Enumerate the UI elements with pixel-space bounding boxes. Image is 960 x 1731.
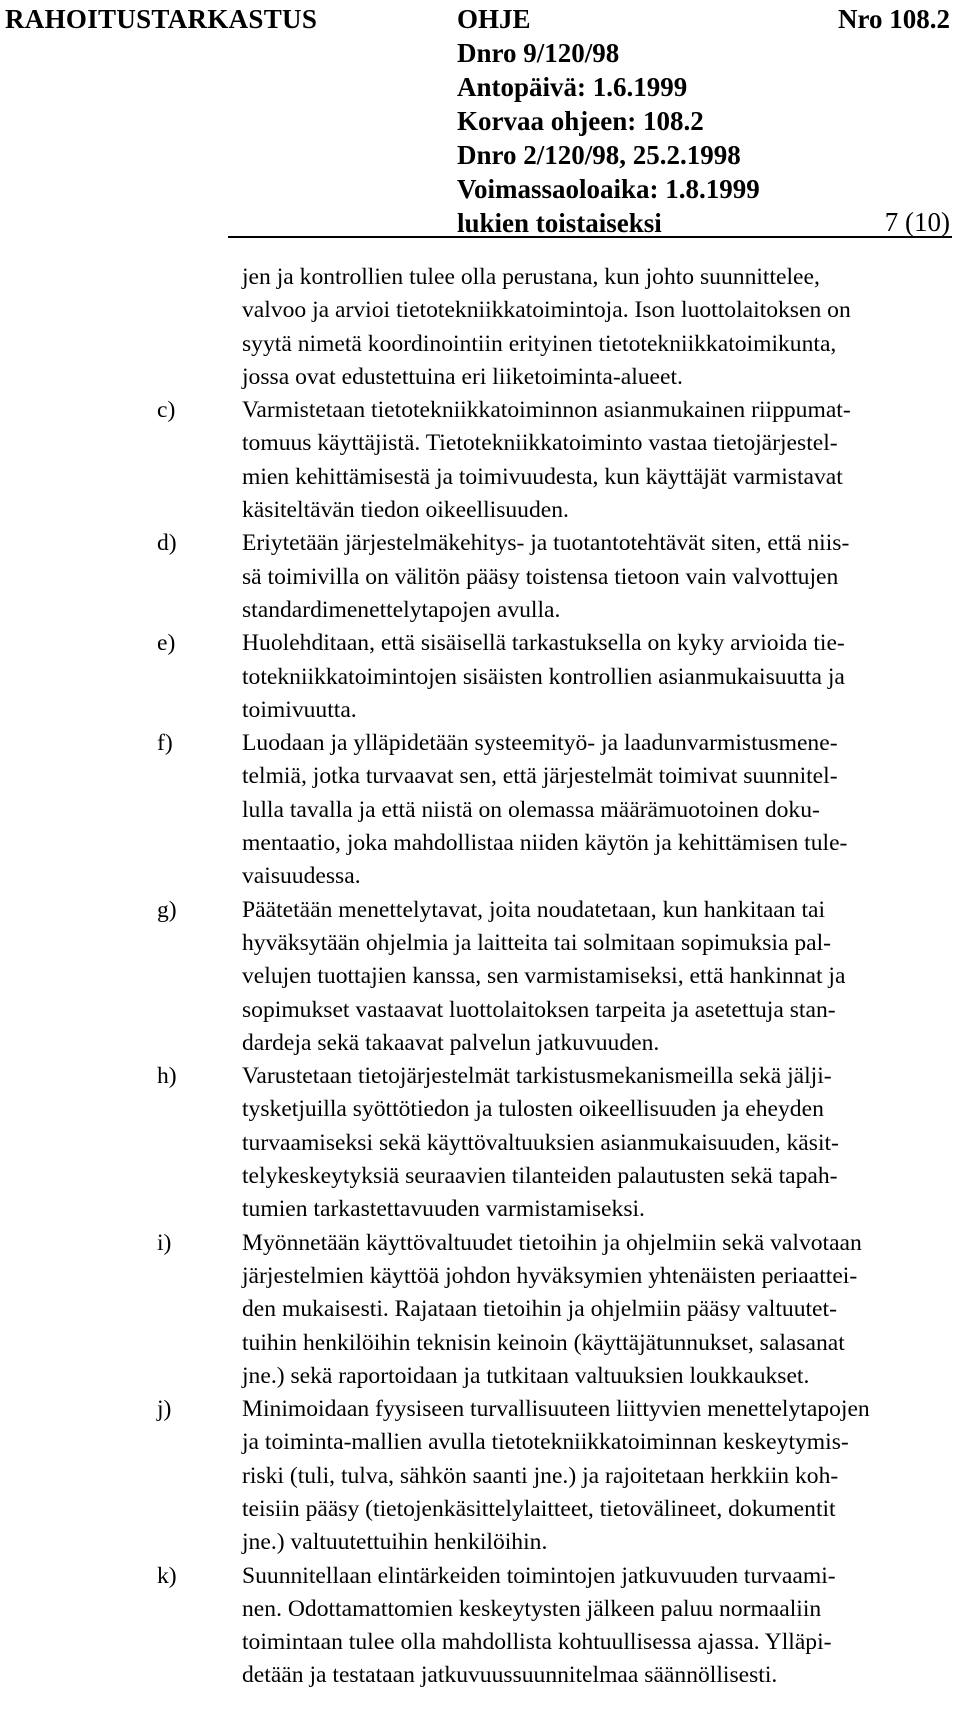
document-type: OHJE <box>457 4 531 34</box>
text-line: toimintaan tulee olla mahdollista kohtuullisessa ajassa. Ylläpi- <box>242 1629 832 1656</box>
list-item <box>0 394 917 527</box>
text-line: tomuus käyttäjistä. Tietotekniikkatoiminto vastaa tietojärjestel- <box>242 430 838 457</box>
list-item-text <box>242 1227 917 1393</box>
meta-line: lukien toistaiseksi <box>457 208 662 238</box>
list-item-letter: j) <box>157 1396 172 1423</box>
list-item-letter: c) <box>157 397 176 424</box>
list-item-text <box>242 627 917 727</box>
list-item-text <box>242 1393 917 1559</box>
list-item <box>0 1227 917 1393</box>
text-line: Päätetään menettelytavat, joita noudatetaan, kun hankitaan tai <box>242 896 826 923</box>
header-divider <box>228 236 952 238</box>
document-meta <box>457 2 760 240</box>
list-item-text <box>242 394 917 527</box>
list-item-letter: h) <box>157 1063 177 1090</box>
text-line: tuihin henkilöihin teknisin keinoin (käyttäjätunnukset, salasanat <box>242 1329 845 1356</box>
text-line: Luodaan ja ylläpidetään systeemityö- ja laadunvarmistusmene- <box>242 730 838 757</box>
list-item-text <box>242 1060 917 1226</box>
text-line: jen ja kontrollien tulee olla perustana, kun johto suunnittelee, <box>242 264 820 290</box>
text-line: detään ja testataan jatkuvuussuunnitelmaa säännöllisesti. <box>242 1662 778 1689</box>
text-line: telykeskeytyksiä seuraavien tilanteiden palautusten sekä tapah- <box>242 1163 838 1190</box>
page-header <box>0 0 960 238</box>
text-line: sä toimivilla on välitön pääsy toistensa tietoon vain valvottujen <box>242 563 839 590</box>
text-line: valvoo ja arvioi tietotekniikkatoimintoja. Ison luottolaitoksen on <box>242 297 851 324</box>
text-line: riski (tuli, tulva, sähkön saanti jne.) ja rajoitetaan herkkiin koh- <box>242 1462 839 1489</box>
text-line: telmiä, jotka turvaavat sen, että järjestelmät toimivat suunnitel- <box>242 763 838 790</box>
list-item-letter: e) <box>157 630 176 657</box>
text-line: teisiin pääsy (tietojenkäsittelylaitteet, tietovälineet, dokumentit <box>242 1495 836 1522</box>
text-line: Suunnitellaan elintärkeiden toimintojen jatkuvuuden turvaami- <box>242 1562 836 1589</box>
meta-line: Antopäivä: 1.6.1999 <box>457 72 688 102</box>
text-line: velujen tuottajien kanssa, sen varmistamiseksi, että hankinnat ja <box>242 963 846 990</box>
list-item <box>0 527 917 627</box>
list-item-letter: k) <box>157 1562 177 1589</box>
list-item-letter: d) <box>157 530 177 557</box>
paragraph-lines <box>242 261 917 394</box>
text-line: standardimenettelytapojen avulla. <box>242 596 561 623</box>
meta-line: Korvaa ohjeen: 108.2 <box>457 106 704 136</box>
list-item-letter: f) <box>157 730 173 757</box>
text-line: lulla tavalla ja että niistä on olemassa määrämuotoinen doku- <box>242 796 820 823</box>
text-line: toimivuutta. <box>242 696 357 723</box>
text-line: tumien tarkastettavuuden varmistamiseksi. <box>242 1196 645 1223</box>
list-item <box>0 894 917 1060</box>
text-line: Varmistetaan tietotekniikkatoiminnon asianmukainen riippumat- <box>242 397 851 424</box>
list-item <box>0 1393 917 1559</box>
list-item <box>0 727 917 893</box>
list-item-text <box>242 527 917 627</box>
intro-paragraph <box>0 261 917 394</box>
text-line: järjestelmien käyttöä johdon hyväksymien yhtenäisten periaattei- <box>242 1262 858 1289</box>
list-item-text <box>242 727 917 893</box>
text-line: nen. Odottamattomien keskeytysten jälkeen paluu normaaliin <box>242 1595 822 1622</box>
list-item-text <box>242 1560 917 1693</box>
text-line: mien kehittämisestä ja toimivuudesta, kun käyttäjät varmistavat <box>242 463 843 490</box>
text-line: Huolehditaan, että sisäisellä tarkastuksella on kyky arvioida tie- <box>242 630 845 657</box>
document-number: Nro 108.2 <box>838 4 950 34</box>
text-line: dardeja sekä takaavat palvelun jatkuvuuden. <box>242 1029 660 1056</box>
text-line: käsiteltävän tiedon oikeellisuuden. <box>242 497 569 524</box>
page-number: 7 (10) <box>884 207 950 237</box>
list-item-text <box>242 894 917 1060</box>
meta-line: Dnro 9/120/98 <box>457 38 620 68</box>
text-line: jne.) valtuutettuihin henkilöihin. <box>242 1529 548 1556</box>
text-line: Eriytetään järjestelmäkehitys- ja tuotantotehtävät siten, että niis- <box>242 530 850 557</box>
text-line: jne.) sekä raportoidaan ja tutkitaan valtuuksien loukkaukset. <box>242 1362 810 1389</box>
list-item <box>0 627 917 727</box>
list-item-letter: g) <box>157 896 177 923</box>
text-line: jossa ovat edustettuina eri liiketoiminta-alueet. <box>242 363 683 390</box>
list-items <box>0 394 960 1693</box>
text-line: Myönnetään käyttövaltuudet tietoihin ja ohjelmiin sekä valvotaan <box>242 1229 862 1256</box>
list-item <box>0 1560 917 1693</box>
text-line: ja toiminta-mallien avulla tietotekniikkatoiminnan keskeytymis- <box>242 1429 849 1456</box>
list-item <box>0 1060 917 1226</box>
text-line: mentaatio, joka mahdollistaa niiden käytön ja kehittämisen tule- <box>242 830 848 857</box>
text-line: Varustetaan tietojärjestelmät tarkistusmekanismeilla sekä jälji- <box>242 1063 832 1090</box>
text-line: den mukaisesti. Rajataan tietoihin ja ohjelmiin pääsy valtuutet- <box>242 1296 837 1323</box>
text-line: vaisuudessa. <box>242 863 361 890</box>
text-line: tysketjuilla syöttötiedon ja tulosten oikeellisuuden ja eheyden <box>242 1096 824 1123</box>
meta-line: Voimassaoloaika: 1.8.1999 <box>457 174 760 204</box>
text-line: syytä nimetä koordinointiin erityinen tietotekniikkatoimikunta, <box>242 330 837 357</box>
list-item-letter: i) <box>157 1229 172 1256</box>
organization-name: RAHOITUSTARKASTUS <box>5 4 318 34</box>
text-line: turvaamiseksi sekä käyttövaltuuksien asianmukaisuuden, käsit- <box>242 1129 839 1156</box>
text-line: Minimoidaan fyysiseen turvallisuuteen liittyvien menettelytapojen <box>242 1396 870 1423</box>
document-body <box>0 261 960 1693</box>
meta-line: Dnro 2/120/98, 25.2.1998 <box>457 140 741 170</box>
text-line: sopimukset vastaavat luottolaitoksen tarpeita ja asetettuja stan- <box>242 996 836 1023</box>
text-line: hyväksytään ohjelmia ja laitteita tai solmitaan sopimuksia pal- <box>242 929 832 956</box>
text-line: totekniikkatoimintojen sisäisten kontrollien asianmukaisuutta ja <box>242 663 845 690</box>
